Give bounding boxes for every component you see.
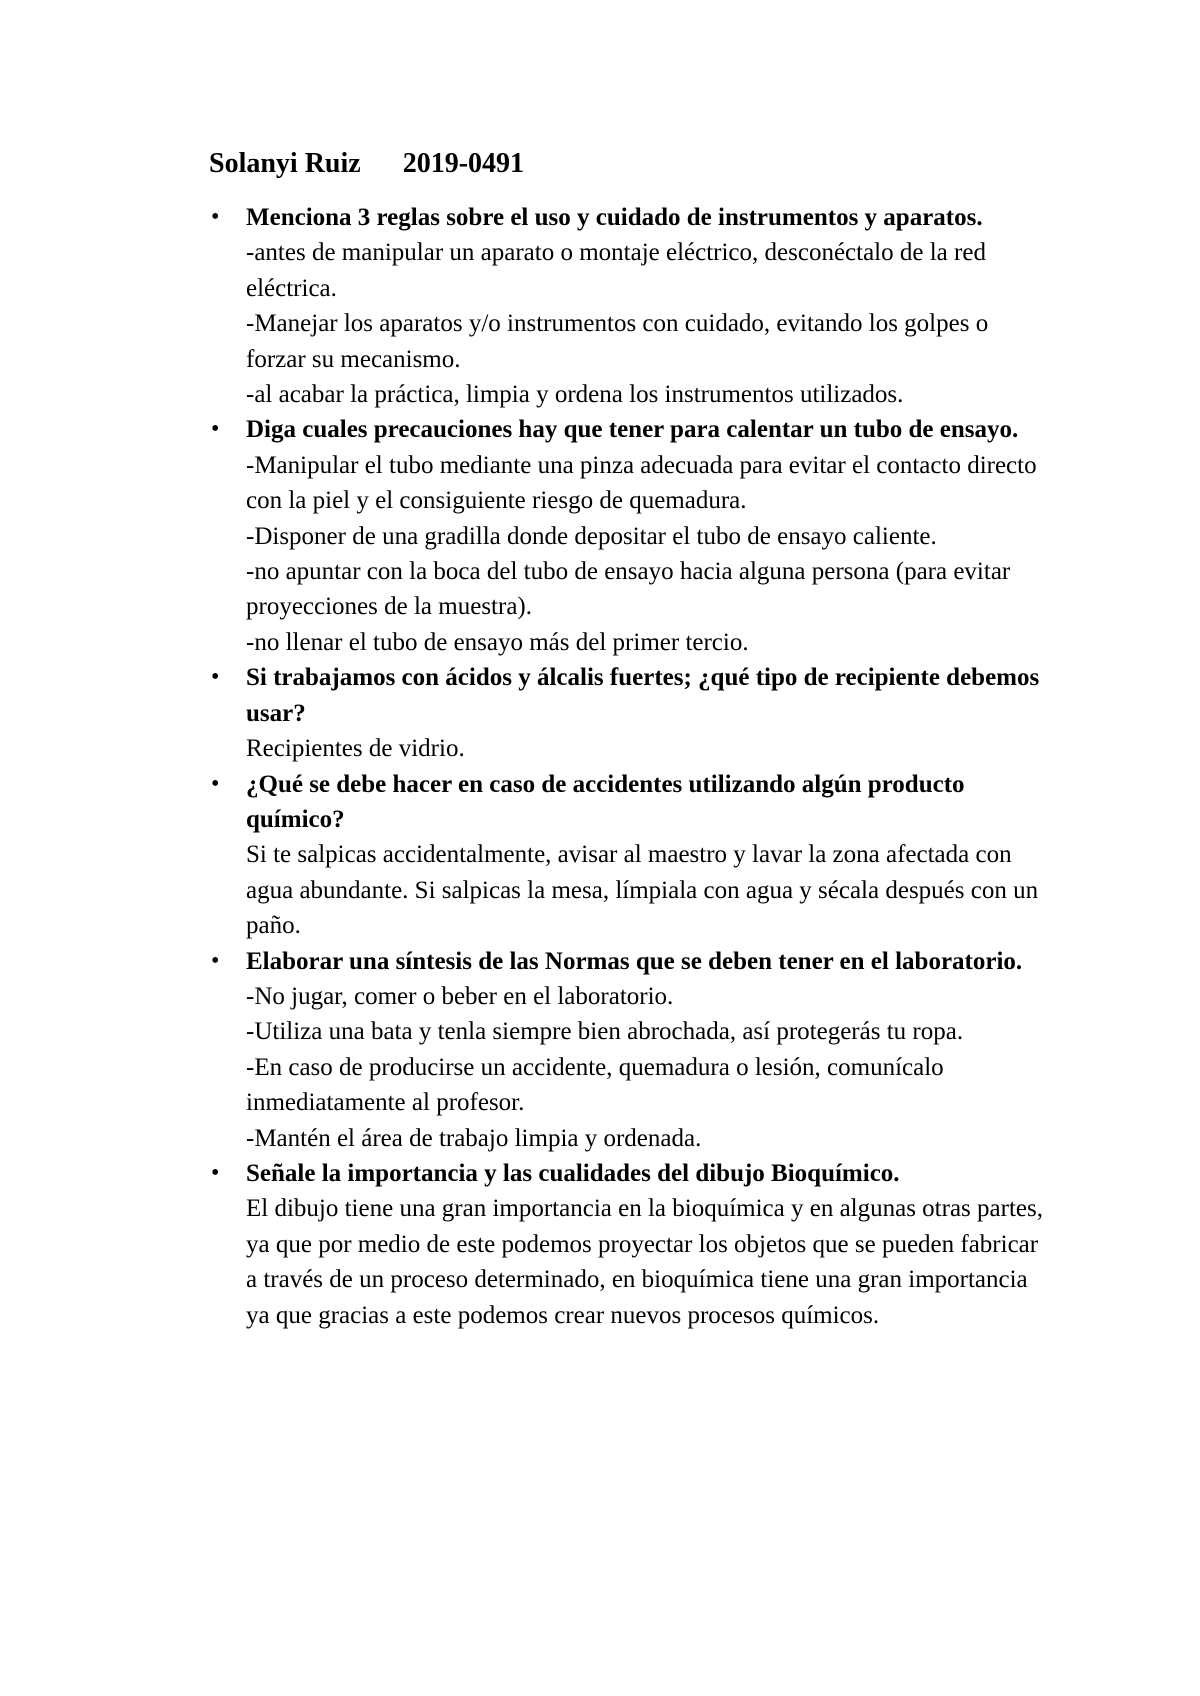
answer-line: -No jugar, comer o beber en el laboratorio.	[246, 982, 674, 1010]
question-title: Elaborar una síntesis de las Normas que se deben tener en el laboratorio.	[246, 947, 1023, 975]
answer-line: -antes de manipular un aparato o montaje eléctrico, desconéctalo de la red eléctrica.	[246, 239, 986, 302]
bullet-icon: •	[211, 664, 220, 691]
question-title: ¿Qué se debe hacer en caso de accidentes utilizando algún producto químico?	[246, 770, 965, 833]
answer-line: -Disponer de una gradilla donde depositar el tubo de ensayo caliente.	[246, 522, 937, 550]
answer-line: -En caso de producirse un accidente, quemadura o lesión, comunícalo inmediatamente al profesor.	[246, 1053, 944, 1117]
question-title: Menciona 3 reglas sobre el uso y cuidado de instrumentos y aparatos.	[246, 204, 983, 231]
document-header	[209, 146, 524, 182]
answer-line: -no llenar el tubo de ensayo más del primer tercio.	[246, 628, 749, 656]
question-title: Señale la importancia y las cualidades del dibujo Bioquímico.	[246, 1159, 900, 1187]
question-item	[0, 944, 1046, 1156]
question-title: Diga cuales precauciones hay que tener para calentar un tubo de ensayo.	[246, 416, 1019, 444]
answer-line: El dibujo tiene una gran importancia en la bioquímica y en algunas otras partes, ya que por medio de este podemos proyectar los objetos que se pueden fabricar a través de un proceso determinado, en bioquímica tiene una gran importancia ya que gracias a este podemos crear nuevos procesos químicos.	[246, 1195, 1043, 1329]
student-id: 2019-0491	[402, 148, 525, 179]
answer-line: -Mantén el área de trabajo limpia y ordenada.	[246, 1124, 702, 1152]
answer-line: Si te salpicas accidentalmente, avisar al maestro y lavar la zona afectada con agua abundante. Si salpicas la mesa, límpiala con agua y sécala después con un paño.	[246, 841, 1039, 940]
question-item	[0, 767, 1046, 944]
question-item	[0, 1156, 1046, 1333]
bullet-icon: •	[211, 770, 220, 797]
bullet-icon: •	[211, 947, 220, 974]
question-item	[0, 200, 1046, 412]
answer-line: -Manipular el tubo mediante una pinza adecuada para evitar el contacto directo con la piel y el consiguiente riesgo de quemadura.	[246, 451, 1037, 515]
question-list	[0, 200, 1200, 1333]
question-item	[0, 660, 1046, 766]
answer-line: Recipientes de vidrio.	[246, 735, 465, 763]
bullet-icon: •	[211, 204, 220, 230]
answer-line: -Utiliza una bata y tenla siempre bien abrochada, así protegerás tu ropa.	[246, 1018, 964, 1046]
question-item	[0, 412, 1046, 660]
answer-line: -al acabar la práctica, limpia y ordena los instrumentos utilizados.	[246, 381, 904, 409]
bullet-icon: •	[211, 1159, 220, 1186]
question-title: Si trabajamos con ácidos y álcalis fuertes; ¿qué tipo de recipiente debemos usar?	[246, 664, 1040, 727]
answer-line: -no apuntar con la boca del tubo de ensayo hacia alguna persona (para evitar proyecciones de la muestra).	[246, 558, 1011, 621]
answer-line: -Manejar los aparatos y/o instrumentos con cuidado, evitando los golpes o forzar su mecanismo.	[246, 310, 989, 373]
bullet-icon: •	[211, 416, 220, 443]
student-name: Solanyi Ruiz	[209, 148, 361, 179]
